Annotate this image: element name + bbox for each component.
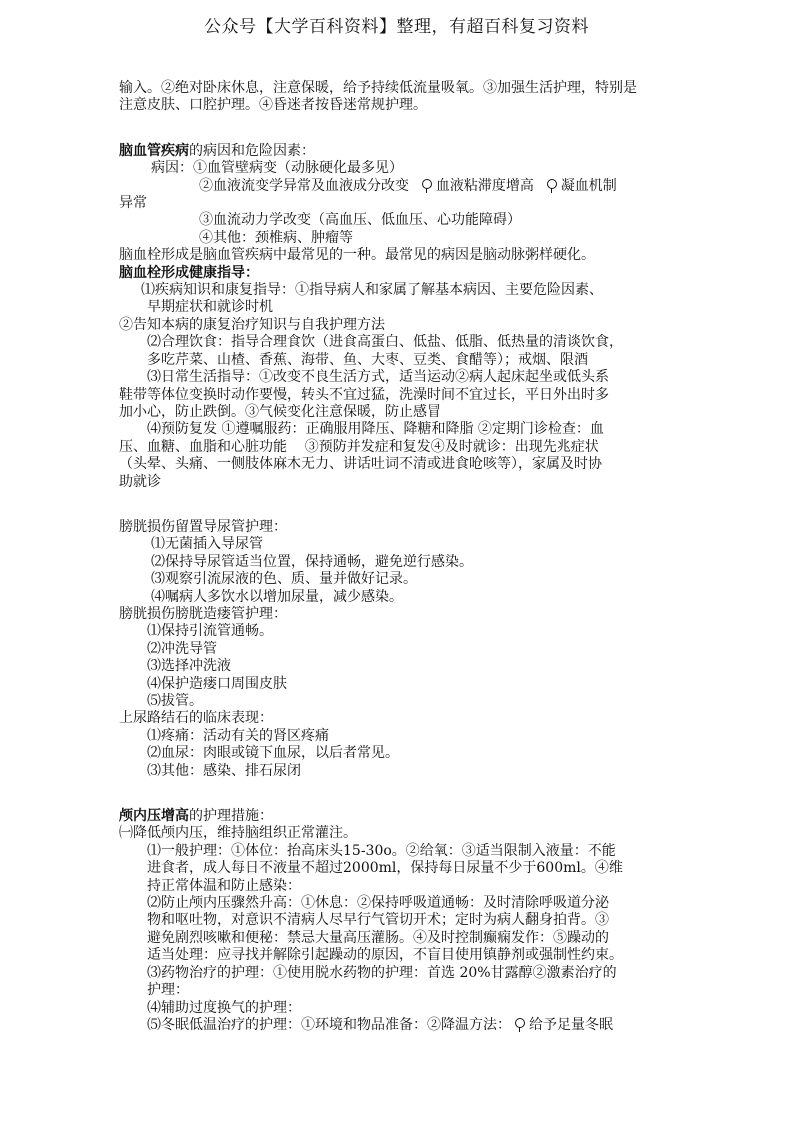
section-heading-bladder-catheter: 膀胱损伤留置导尿管护理： bbox=[119, 518, 287, 535]
heading-rest: 的病因和危险因素： bbox=[189, 142, 315, 159]
list-item: ⑴保持引流管通畅。 bbox=[147, 623, 273, 640]
paragraph-line: 输入。②绝对卧床休息，注意保暖，给予持续低流量吸氧。③加强生活护理，特别是 bbox=[119, 80, 637, 96]
document-body bbox=[119, 80, 711, 1034]
bullet-symbol-icon bbox=[545, 178, 559, 192]
paragraph-line: ⑴一般护理：①体位：抬高床头15-30o。②给氧：③适当限制入液量：不能 bbox=[147, 842, 616, 859]
paragraph-line: 持正常体温和防止感染： bbox=[147, 877, 301, 894]
section-heading-urinary-stone: 上尿路结石的临床表现： bbox=[119, 710, 273, 727]
list-item: ⑶其他：感染、排石尿闭 bbox=[147, 762, 301, 779]
paragraph-line: ㈠降低颅内压，维持脑组织正常灌注。 bbox=[119, 825, 357, 842]
heading-rest: 的护理措施： bbox=[189, 808, 273, 825]
paragraph-line: 物和呕吐物，对意识不清病人尽早行气管切开术；定时为病人翻身拍背。③ bbox=[147, 912, 609, 929]
section-heading-thrombosis: 脑血栓形成健康指导： bbox=[119, 264, 259, 281]
bullet-symbol-icon bbox=[420, 178, 434, 192]
paragraph-line: ④其他：颈椎病、肿瘤等 bbox=[199, 229, 353, 246]
list-item: ⑸拔管。 bbox=[147, 693, 203, 709]
paragraph-line: ⑴疾病知识和康复指导：①指导病人和家属了解基本病因、主要危险因素、 bbox=[141, 282, 603, 299]
paragraph-line: 加小心，防止跌倒。③气候变化注意保暖，防止感冒 bbox=[119, 403, 441, 420]
paragraph-line: ⑶日常生活指导：①改变不良生活方式，适当运动②病人起床起坐或低头系 bbox=[147, 369, 609, 386]
paragraph-line: 避免剧烈咳嗽和便秘：禁忌大量高压灌肠。④及时控制癫痫发作：⑤躁动的 bbox=[147, 929, 609, 946]
list-item: ⑵冲洗导管 bbox=[147, 640, 217, 657]
list-item: ⑴无菌插入导尿管 bbox=[151, 536, 263, 553]
paragraph-line: ⑷辅助过度换气的护理： bbox=[147, 999, 301, 1016]
paragraph-line: 适当处理：应寻找并解除引起躁动的原因，不盲目使用镇静剂或强制性约束。 bbox=[147, 947, 623, 964]
heading-bold: 颅内压增高 bbox=[119, 808, 189, 825]
paragraph-line: ③血流动力学改变（高血压、低血压、心功能障碍） bbox=[199, 212, 521, 229]
page-header: 公众号【大学百科资料】整理，有超百科复习资料 bbox=[204, 17, 589, 37]
bullet-symbol-icon bbox=[513, 1017, 527, 1031]
paragraph-line: 进食者，成人每日不液量不超过2000ml，保持每日尿量不少于600ml。④维 bbox=[147, 860, 623, 877]
list-item: ⑵血尿：肉眼或镜下血尿，以后者常见。 bbox=[147, 745, 399, 762]
paragraph-line: 压、血糖、血脂和心脏功能 ③预防并发症和复发④及时就诊：出现先兆症状 bbox=[119, 438, 599, 455]
paragraph-line: ⑸冬眠低温治疗的护理：①环境和物品准备：②降温方法： 给予足量冬眠 bbox=[147, 1016, 613, 1033]
paragraph-line: ②血液流变学异常及血液成分改变 血液粘滞度增高 凝血机制 bbox=[199, 177, 617, 194]
list-item: ⑷保护造瘘口周围皮肤 bbox=[147, 675, 287, 692]
paragraph-line: 鞋带等体位变换时动作要慢，转头不宜过猛，洗澡时间不宜过长，平日外出时多 bbox=[119, 386, 609, 403]
section-heading-cvd bbox=[119, 143, 711, 160]
paragraph-line: ②告知本病的康复治疗知识与自我护理方法 bbox=[119, 316, 385, 333]
paragraph-line: ⑵合理饮食：指导合理食饮（进食高蛋白、低盐、低脂、低热量的清谈饮食， bbox=[147, 334, 623, 351]
paragraph-line: 异常 bbox=[119, 195, 147, 212]
paragraph-line: 注意皮肤、口腔护理。④昏迷者按昏迷常规护理。 bbox=[119, 97, 427, 114]
list-item: ⑵保持导尿管适当位置，保持通畅，避免逆行感染。 bbox=[151, 553, 473, 570]
section-heading-icp bbox=[119, 808, 711, 825]
list-item: ⑴疼痛：活动有关的肾区疼痛 bbox=[147, 727, 329, 744]
paragraph-line: 脑血栓形成是脑血管疾病中最常见的一种。最常见的病因是脑动脉粥样硬化。 bbox=[119, 247, 595, 264]
paragraph-line: ⑵防止颅内压骤然升高：①休息：②保持呼吸道通畅：及时清除呼吸道分泌 bbox=[147, 895, 609, 912]
paragraph-line: 多吃芹菜、山楂、香蕉、海带、鱼、大枣、豆类、食醋等）；戒烟、限酒 bbox=[147, 351, 588, 368]
paragraph-line: ⑷预防复发 ①遵嘱服药：正确服用降压、降糖和降脂 ②定期门诊检查：血 bbox=[147, 421, 604, 438]
paragraph-line: 病因：①血管壁病变（动脉硬化最多见） bbox=[151, 160, 403, 177]
list-item: ⑷嘱病人多饮水以增加尿量，减少感染。 bbox=[151, 588, 403, 605]
list-item: ⑶观察引流尿液的色、质、量并做好记录。 bbox=[151, 571, 417, 588]
paragraph-line: （头晕、头痛、一侧肢体麻木无力、讲话吐词不清或进食呛咳等），家属及时协 bbox=[119, 456, 602, 473]
heading-bold: 脑血管疾病 bbox=[119, 142, 189, 159]
paragraph-line: 助就诊 bbox=[119, 473, 161, 490]
list-item: ⑶选择冲洗液 bbox=[147, 658, 231, 675]
section-heading-bladder-fistula: 膀胱损伤膀胱造瘘管护理： bbox=[119, 605, 287, 622]
paragraph-line: ⑶药物治疗的护理：①使用脱水药物的护理：首选 20%甘露醇②激素治疗的 bbox=[147, 964, 617, 981]
paragraph-line: 护理： bbox=[147, 982, 189, 999]
paragraph-line: 早期症状和就诊时机 bbox=[147, 299, 273, 316]
